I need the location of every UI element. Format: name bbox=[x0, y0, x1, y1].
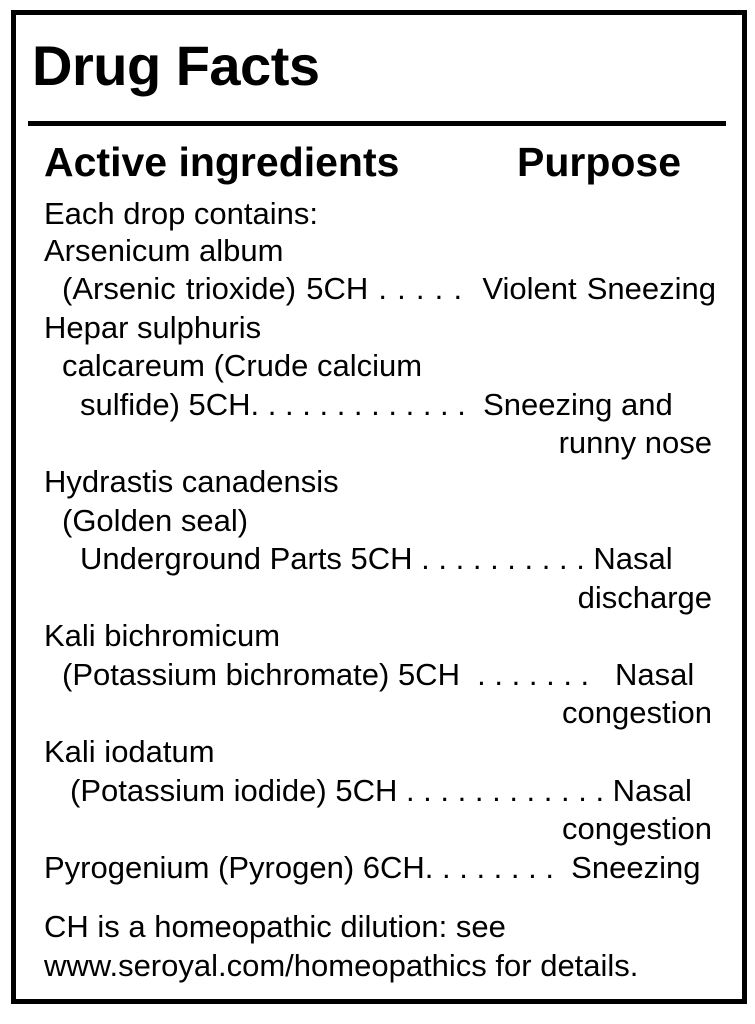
purpose-heading: Purpose bbox=[517, 139, 682, 185]
ingredient-detail: (Potassium iodide) 5CH . . . . . . . . . . . . Nasal bbox=[70, 773, 692, 808]
panel-title: Drug Facts bbox=[32, 34, 320, 97]
footer-note: CH is a homeopathic dilution: see bbox=[44, 909, 506, 944]
ingredient-detail: calcareum (Crude calcium bbox=[62, 348, 423, 383]
footer-note: www.seroyal.com/homeopathics for details. bbox=[44, 948, 639, 983]
ingredient-name: Kali bichromicum bbox=[44, 618, 281, 653]
ingredient-detail: Underground Parts 5CH . . . . . . . . . . Nasal bbox=[80, 541, 673, 576]
ingredient-name: Hepar sulphuris bbox=[44, 310, 262, 345]
ingredient-detail: (Potassium bichromate) 5CH . . . . . . . Nasal bbox=[62, 657, 695, 692]
ingredient-purpose: congestion bbox=[562, 811, 712, 846]
ingredient-name: Pyrogenium (Pyrogen) 6CH. . . . . . . . Sneezing bbox=[44, 850, 701, 885]
ingredient-purpose: congestion bbox=[562, 695, 712, 730]
intro-text: Each drop contains: bbox=[44, 196, 319, 231]
ingredient-name: Hydrastis canadensis bbox=[44, 464, 339, 499]
title-divider bbox=[28, 121, 726, 126]
ingredient-detail: (Golden seal) bbox=[62, 503, 249, 538]
ingredient-detail: sulfide) 5CH. . . . . . . . . . . . . Sneezing and bbox=[80, 387, 673, 422]
active-ingredients-heading: Active ingredients bbox=[44, 139, 400, 185]
ingredient-name: Kali iodatum bbox=[44, 734, 215, 769]
ingredient-detail: (Arsenic trioxide) 5CH . . . . . Violent Sneezing bbox=[62, 271, 716, 306]
ingredient-purpose: discharge bbox=[577, 580, 712, 615]
ingredient-name: Arsenicum album bbox=[44, 233, 284, 268]
ingredient-purpose: runny nose bbox=[558, 425, 712, 460]
